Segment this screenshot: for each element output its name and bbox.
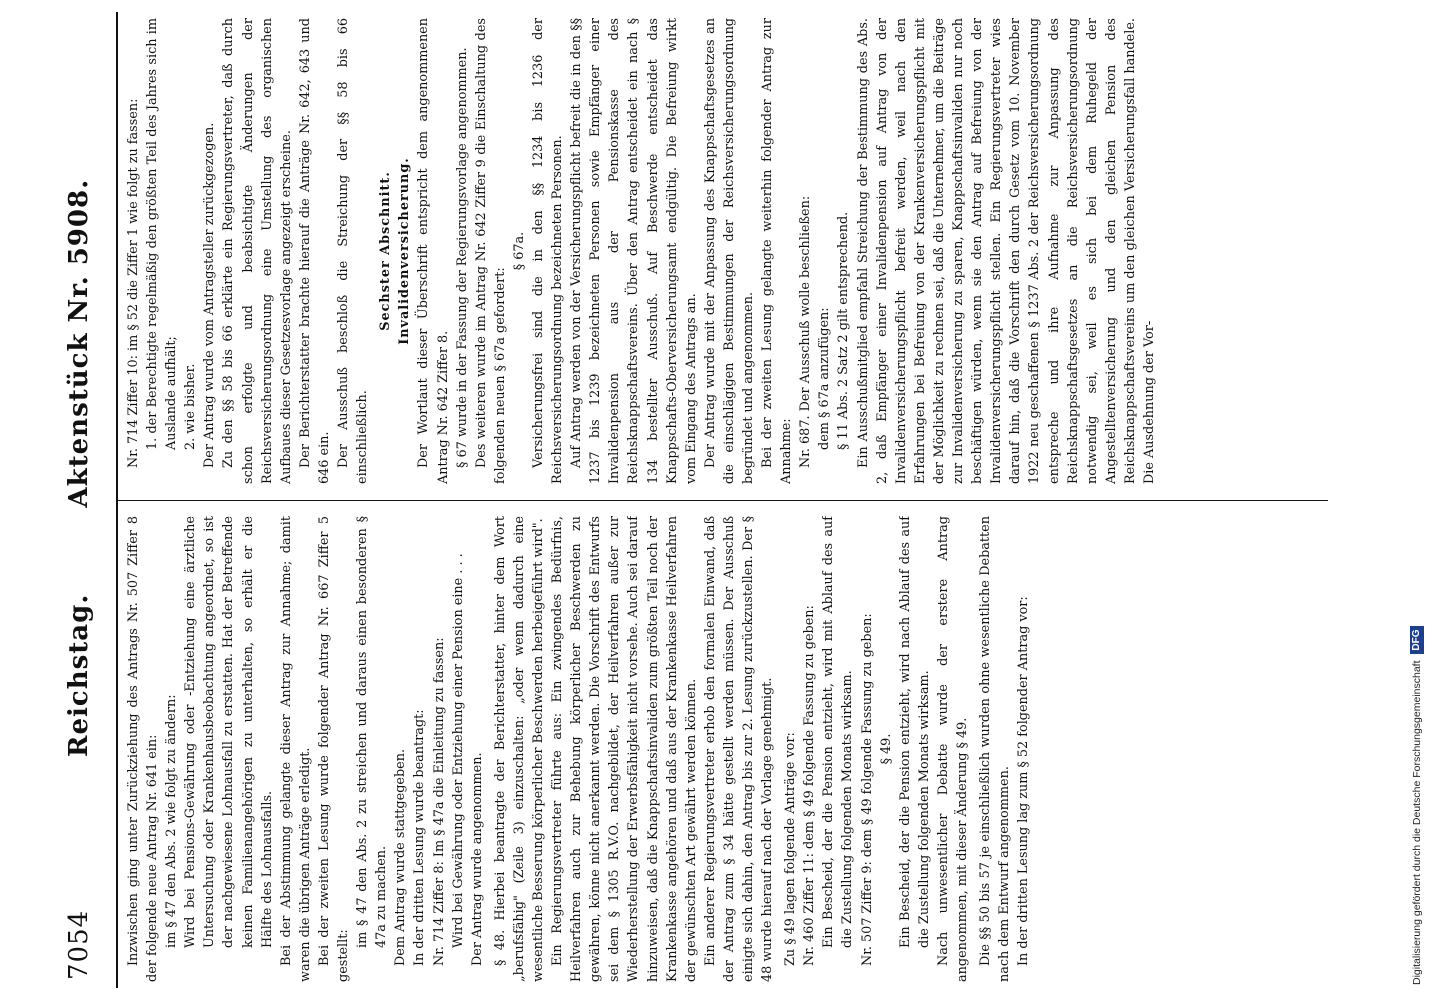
paragraph: Versicherungsfrei sind die in den §§ 1234 bis 1236 der Reichsversicherungsordnung bezeichneten Personen. bbox=[530, 18, 566, 484]
paragraph: In der dritten Lesung lag zum § 52 folgender Antrag vor: bbox=[1016, 596, 1032, 966]
paragraph: § 48. Hierbei beantragte der Berichterstatter, hinter dem Wort „berufsfähig" (Zeile 3) einzuschalten: „oder wenn dadurch eine wesentliche Besserung körperlicher Beschwerden herbeigeführt wird". bbox=[492, 516, 546, 982]
paragraph: Nr. 460 Ziffer 11: dem § 49 folgende Fassung zu geben: bbox=[802, 605, 818, 966]
running-title-right: Aktenstück Nr. 5908. bbox=[64, 178, 94, 508]
paragraph: Bei der Abstimmung gelangte dieser Antrag zur Annahme; damit waren die übrigen Anträge erledigt. bbox=[278, 516, 313, 982]
paragraph: Der Antrag wurde vom Antragsteller zurückgezogen. bbox=[202, 122, 218, 468]
paragraph: Nr. 687. Der Ausschuß wolle beschließen: bbox=[798, 195, 814, 468]
paragraph: Ein Bescheid, der die Pension entzieht, wird nach Ablauf des auf die Zustellung folgenden Monats wirksam. bbox=[897, 516, 932, 948]
paragraph: Dem Antrag wurde stattgegeben. bbox=[393, 748, 409, 966]
paragraph: Wird bei Gewährung oder Entziehung einer Pension eine . . . bbox=[450, 553, 466, 948]
paragraph: Der Antrag wurde angenommen. bbox=[469, 752, 485, 966]
paragraph: Der Antrag wurde mit der Anpassung des Knappschaftsgesetzes an die einschlägigen Bestimmungen der Reichsversicherungsordnung begründet und angenommen. bbox=[702, 18, 756, 484]
paragraph: 1. der Berechtigte regelmäßig den größten Teil des Jahres sich im Auslande aufhält; bbox=[145, 18, 180, 450]
paragraph: Inzwischen ging unter Zurückziehung des Antrags Nr. 507 Ziffer 8 der folgende neue Antrag Nr. 641 ein: bbox=[126, 516, 161, 982]
paragraph: Ein Regierungsvertreter führte aus: Ein zwingendes Bedürfnis, Heilverfahren auch zur Behebung körperlicher Beschwerden zu gewähren, könne nicht anerkannt werden. Die Vorschrift des Entwurfs sei dem § 1305 R.V.O. nachgebildet, der Heilverfahren außer zur Wiederherstellung der Erwerbsfähigkeit nicht vorsehe. Auch sei darauf hinzuweisen, daß die Knappschaftsinvaliden zum größten Teil noch der Krankenkasse angehören und daß aus der Krankenkasse Heilverfahren der gewünschten Art gewährt werden können. bbox=[550, 516, 699, 982]
section-subheading: Invalidenversicherung. bbox=[397, 157, 413, 345]
paragraph: Der Berichterstatter brachte hierauf die Anträge Nr. 642, 643 und 646 ein. bbox=[297, 18, 332, 484]
paragraph: 2. wie bisher. bbox=[183, 363, 199, 450]
column-divider bbox=[118, 500, 1328, 501]
paragraph: Nr. 714 Ziffer 10: im § 52 die Ziffer 1 wie folgt zu fassen: bbox=[126, 98, 141, 468]
paragraph: Ein anderer Regierungsvertreter erhob den formalen Einwand, daß der Antrag zum § 34 hätte gestellt werden müssen. Der Ausschuß einigte sich dahin, den Antrag bis zur 2. Lesung zurückzustellen. Der § 48 wurde hierauf nach der Vorlage genehmigt. bbox=[702, 516, 776, 982]
paragraph: Zu den §§ 58 bis 66 erklärte ein Regierungsvertreter, daß durch schon erfolgte und beabsichtigte Änderungen der Reichsversicherungsordnung eine Umstellung des organischen Aufbaues dieser Gesetzesvorlage angezeigt erscheine. bbox=[221, 18, 294, 484]
digitization-credit bbox=[1410, 0, 1426, 985]
paragraph: im § 47 den Abs. 2 wie folgt zu ändern: bbox=[164, 694, 180, 948]
paragraph: Der Wortlaut dieser Überschrift entspricht dem angenommenen Antrag Nr. 642 Ziffer 8. bbox=[416, 18, 451, 484]
section-heading: § 49. bbox=[878, 733, 894, 765]
paragraph: Auf Antrag werden von der Versicherungspflicht befreit die in den §§ 1237 bis 1239 bezeichneten Personen sowie Empfänger einer Invalidenpension aus der Pensionskasse des Reichsknappschaftsvereins. Über den Antrag entscheidet ein nach § 134 bestellter Ausschuß. Auf Beschwerde entscheidet das Knappschafts-Oberversicherungsamt endgültig. Die Befreiung wirkt vom Eingang des Antrags an. bbox=[569, 18, 699, 484]
paragraph: Bei der zweiten Lesung wurde folgender Antrag Nr. 667 Ziffer 5 gestellt: bbox=[316, 516, 352, 982]
left-column bbox=[124, 516, 1324, 982]
paragraph: Ein Ausschußmitglied empfahl Streichung der Bestimmung des Abs. 2, daß Empfänger einer Invalidenpension auf Antrag von der Invalidenversicherungspflicht befreit werden, weil nach den Erfahrungen bei Befreiung von der Krankenversicherungspflicht mit der Möglichkeit zu rechnen sei, daß die Unternehmer, um die Beiträge zur Invalidenversicherung zu sparen, Knappschaftsinvaliden nur noch beschäftigen würden, wenn sie den Antrag auf Befreiung von der Invalidenversicherungspflicht stellen. Ein Regierungsvertreter wies darauf hin, daß die Vorschrift den durch Gesetz vom 10. November 1922 neu geschaffenen § 1237 Abs. 2 der Reichsversicherungsordnung entspreche und ihre Aufnahme zur Anpassung des Reichsknappschaftsgesetzes an die Reichsversicherungsordnung notwendig sei, weil es sich bei dem Ruhegeld der Angestelltenversicherung und den gleichen Pension des Reichsknappschaftsvereins um den gleichen Versicherungsfall handele. Die Ausdehnung der Vor- bbox=[855, 18, 1157, 484]
running-title-left: Reichstag. bbox=[64, 593, 94, 758]
section-heading: Sechster Abschnitt. bbox=[378, 171, 394, 331]
paragraph: Der Ausschuß beschloß die Streichung der §§ 58 bis 66 einschließlich. bbox=[336, 18, 371, 484]
paragraph: Die §§ 50 bis 57 je einschließlich wurden ohne wesentliche Debatten nach dem Entwurf angenommen. bbox=[978, 516, 1013, 982]
paragraph: Nr. 507 Ziffer 9: dem § 49 folgende Fassung zu geben: bbox=[859, 613, 875, 966]
paragraph: dem § 67a anzufügen: bbox=[817, 307, 833, 450]
paragraph: In der dritten Lesung wurde beantragt: bbox=[412, 709, 428, 966]
right-column bbox=[124, 18, 1324, 484]
dfg-logo: DFG bbox=[1410, 626, 1424, 653]
paragraph: Nach unwesentlicher Debatte wurde der erstere Antrag angenommen, mit dieser Änderung § 49. bbox=[935, 516, 971, 982]
paragraph: im § 47 den Abs. 2 zu streichen und daraus einen besonderen § 47a zu machen. bbox=[355, 516, 390, 948]
page-header bbox=[58, 0, 114, 1000]
paragraph: Ein Bescheid, der die Pension entzieht, wird mit Ablauf des auf die Zustellung folgenden Monats wirksam. bbox=[821, 516, 856, 948]
paragraph: Wird bei Pensions-Gewährung oder -Entziehung eine ärztliche Untersuchung oder Krankenhausbeobachtung angeordnet, so ist der nachgewiesene Lohnausfall zu erstatten. Hat der Betreffende keinen Familienangehörigen zu unterhalten, so erhält er die Hälfte des Lohnausfalls. bbox=[183, 516, 275, 948]
paragraph: § 67 wurde in der Fassung der Regierungsvorlage angenommen. bbox=[454, 47, 470, 468]
section-heading: § 67a. bbox=[511, 231, 527, 271]
paragraph: Des weiteren wurde im Antrag Nr. 642 Ziffer 9 die Einschaltung des folgenden neuen § 67a gefordert: bbox=[473, 18, 508, 484]
paragraph: § 11 Abs. 2 Satz 2 gilt entsprechend. bbox=[836, 211, 852, 450]
running-title bbox=[64, 0, 94, 936]
paragraph: Nr. 714 Ziffer 8: Im § 47a die Einleitung zu fassen: bbox=[431, 637, 447, 966]
paragraph: Zu § 49 lagen folgende Anträge vor: bbox=[783, 732, 799, 966]
page-number: 7054 bbox=[64, 909, 94, 980]
paragraph: Bei der zweiten Lesung gelangte weiterhin folgender Antrag zur Annahme: bbox=[760, 18, 795, 484]
digitization-credit-text: Digitalisierung gefördert durch die Deutsche Forschungsgemeinschaft bbox=[1411, 660, 1423, 985]
